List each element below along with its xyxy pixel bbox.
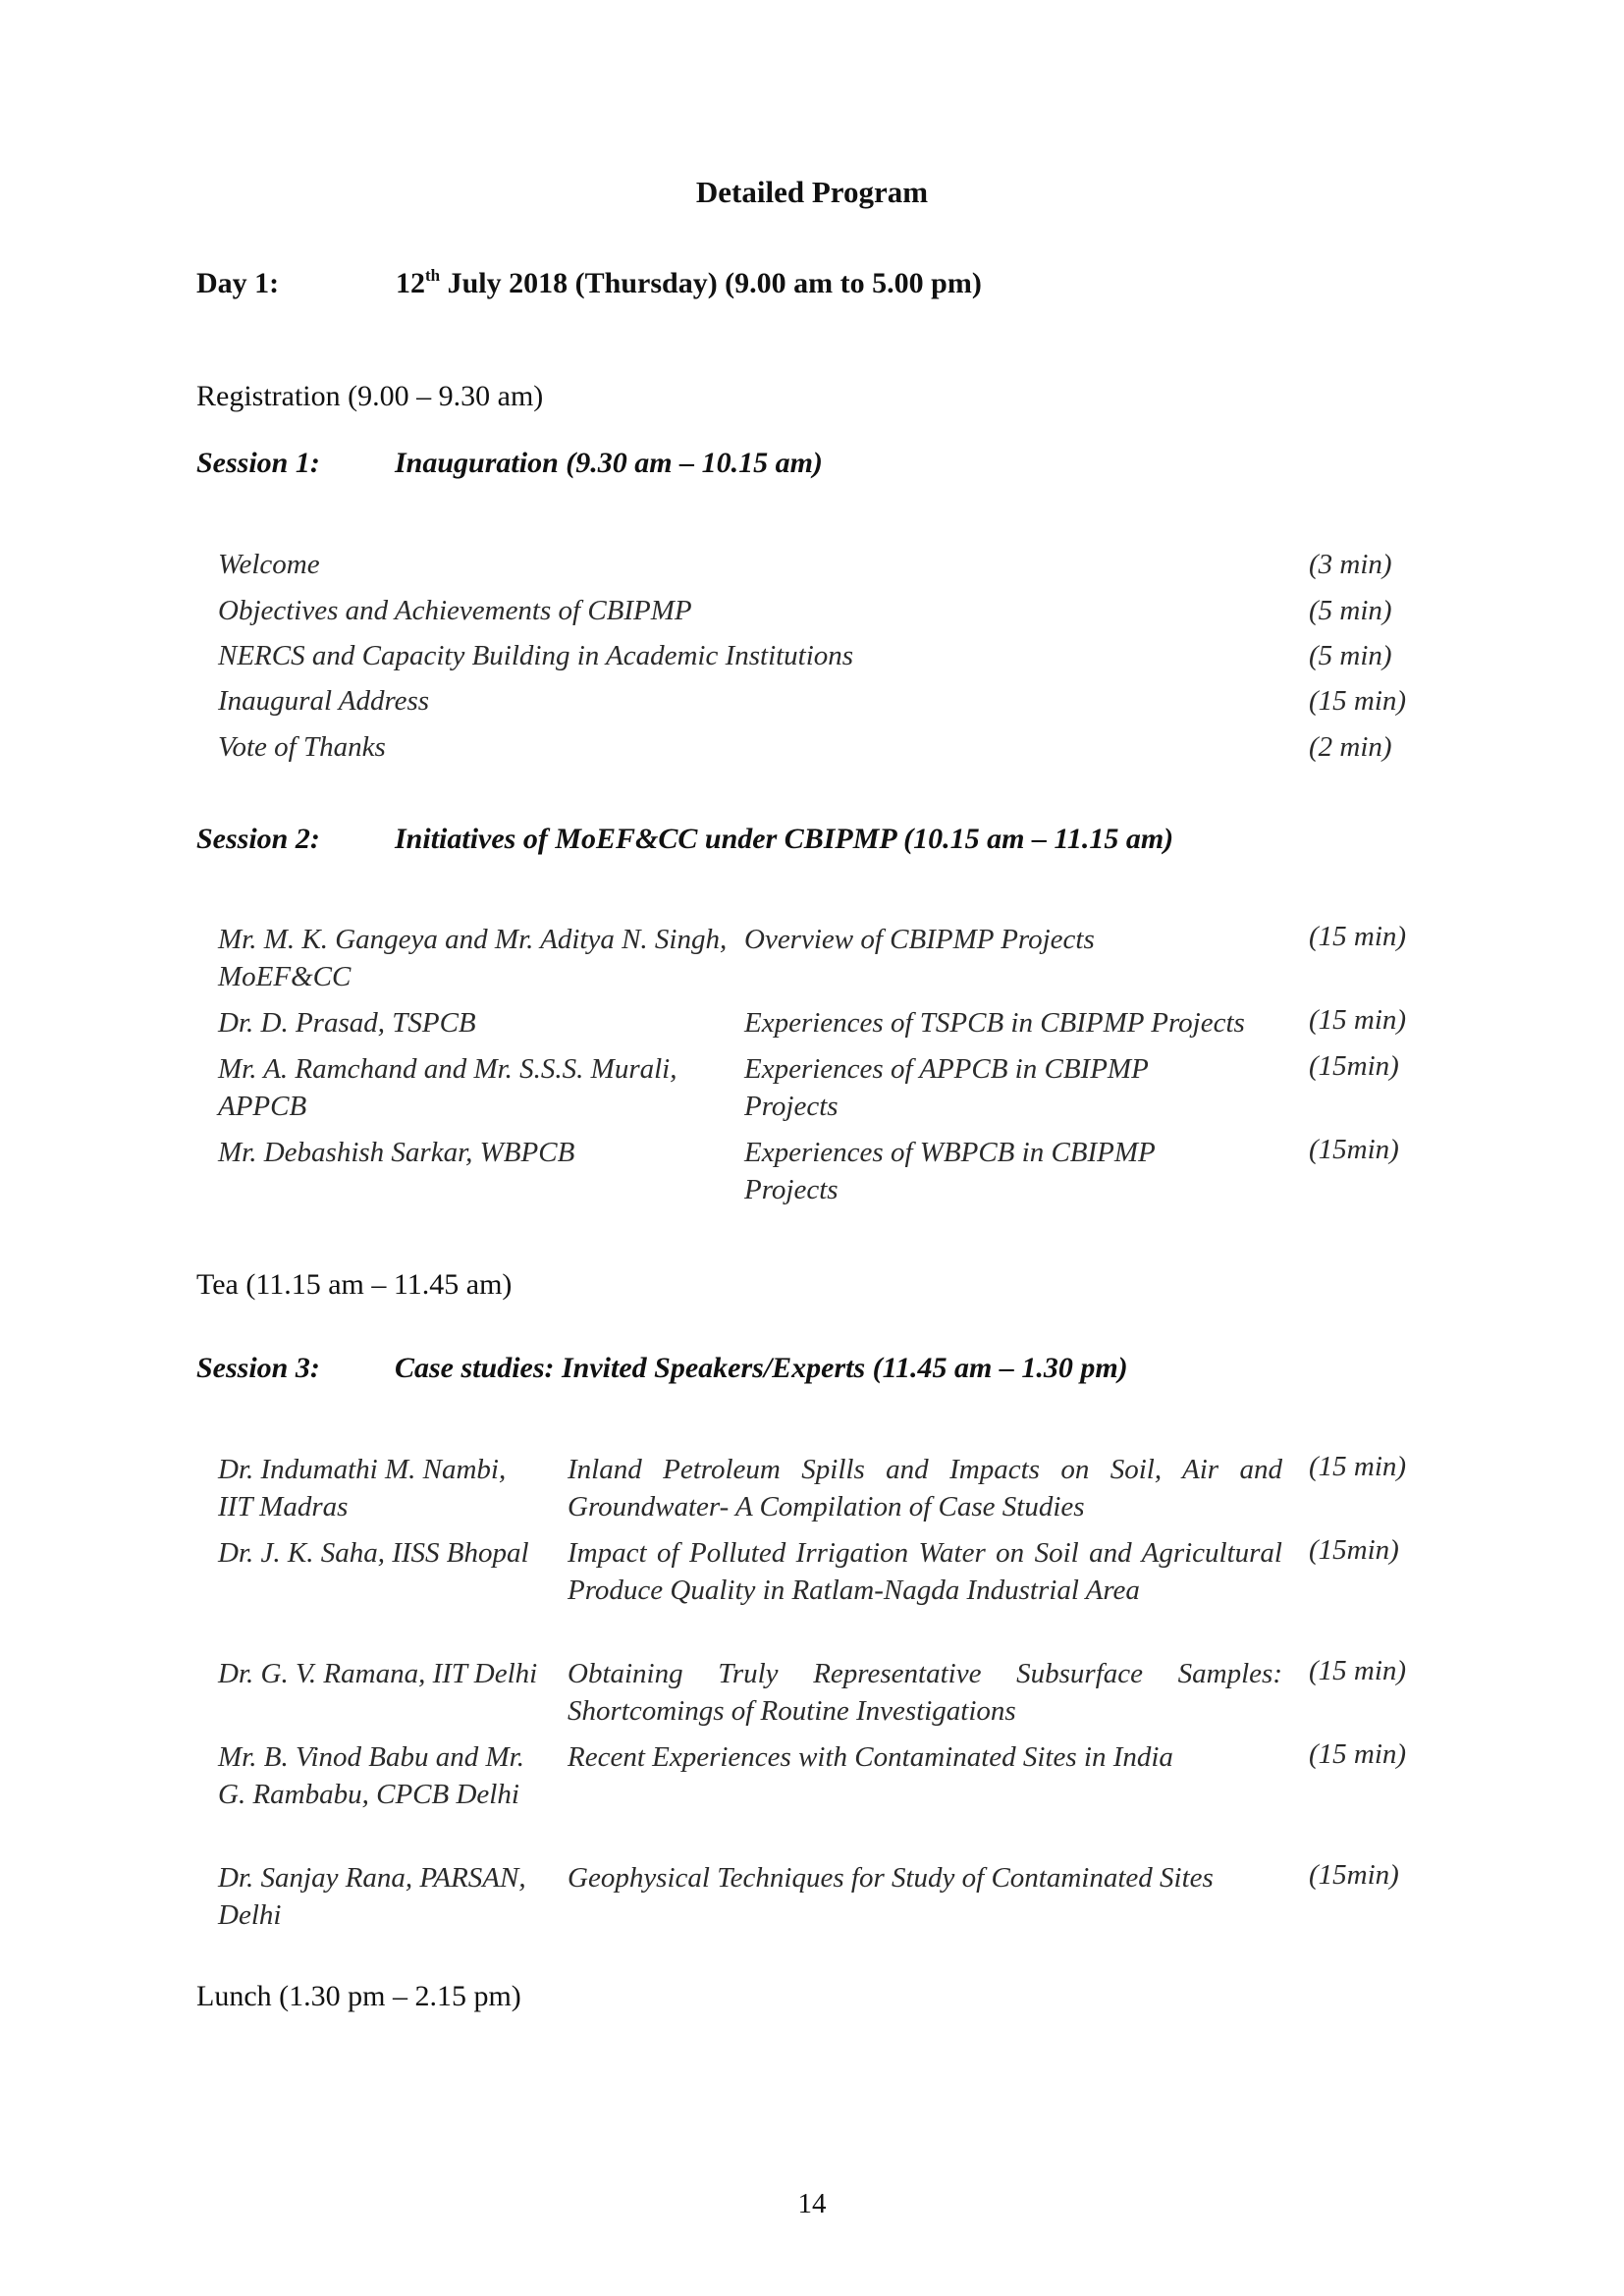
session1-item-welcome: Welcome: [218, 549, 320, 580]
session3-label: Session 3:: [196, 1352, 320, 1384]
session2-duration: (15min): [1309, 1050, 1399, 1082]
session1-item-duration: (5 min): [1309, 640, 1392, 671]
session1-item-nercs: NERCS and Capacity Building in Academic Institutions: [218, 640, 854, 671]
session1-item-objectives: Objectives and Achievements of CBIPMP: [218, 595, 692, 626]
session2-duration: (15 min): [1309, 921, 1407, 952]
session1-item-vote-of-thanks: Vote of Thanks: [218, 731, 386, 763]
session1-item-duration: (5 min): [1309, 595, 1392, 626]
session3-duration: (15 min): [1309, 1738, 1407, 1770]
session1-label: Session 1:: [196, 447, 320, 479]
page-number: 14: [797, 2188, 827, 2219]
session3-duration: (15min): [1309, 1534, 1399, 1566]
session2-title: Initiatives of MoEF&CC under CBIPMP (10.15 am – 11.15 am): [395, 823, 1174, 855]
session2-speaker: Mr. M. K. Gangeya and Mr. Aditya N. Singh, MoEF&CC: [218, 924, 728, 992]
session2-label: Session 2:: [196, 823, 320, 855]
day-label: Day 1:: [196, 267, 280, 299]
session1-item-duration: (3 min): [1309, 549, 1392, 580]
tea-break: Tea (11.15 am – 11.45 am): [196, 1268, 513, 1301]
session1-item-duration: (2 min): [1309, 731, 1392, 763]
session1-item-duration: (15 min): [1309, 685, 1407, 717]
day-date-number: 12: [396, 267, 425, 299]
lunch-break: Lunch (1.30 pm – 2.15 pm): [196, 1980, 521, 2012]
session3-speaker: Mr. B. Vinod Babu and Mr. G. Rambabu, CPCB Delhi: [218, 1741, 525, 1810]
session2-topic: Experiences of WBPCB in CBIPMP Projects: [744, 1137, 1156, 1205]
session3-duration: (15 min): [1309, 1655, 1407, 1686]
session2-duration: (15 min): [1309, 1004, 1407, 1036]
session3-speaker: Dr. J. K. Saha, IISS Bhopal: [218, 1537, 529, 1569]
day-date-rest: July 2018 (Thursday) (9.00 am to 5.00 pm): [440, 267, 982, 299]
page-title: Detailed Program: [695, 175, 929, 209]
session2-duration: (15min): [1309, 1134, 1399, 1165]
session2-speaker: Dr. D. Prasad, TSPCB: [218, 1007, 476, 1039]
session2-topic: Experiences of APPCB in CBIPMP Projects: [744, 1053, 1149, 1122]
session1-title: Inauguration (9.30 am – 10.15 am): [395, 447, 823, 479]
session3-title: Case studies: Invited Speakers/Experts (11.45 am – 1.30 pm): [395, 1352, 1128, 1384]
session3-duration: (15min): [1309, 1859, 1399, 1891]
day-date-suffix: th: [425, 266, 441, 285]
session2-speaker: Mr. Debashish Sarkar, WBPCB: [218, 1137, 575, 1168]
session1-item-inaugural-address: Inaugural Address: [218, 685, 430, 717]
session3-speaker: Dr. Indumathi M. Nambi, IIT Madras: [218, 1454, 507, 1522]
session3-speaker: Dr. Sanjay Rana, PARSAN, Delhi: [218, 1862, 526, 1931]
session3-topic: Recent Experiences with Contaminated Sites in India: [568, 1741, 1173, 1773]
session3-speaker: Dr. G. V. Ramana, IIT Delhi: [218, 1658, 538, 1689]
session2-topic: Experiences of TSPCB in CBIPMP Projects: [744, 1007, 1245, 1039]
session3-duration: (15 min): [1309, 1451, 1407, 1482]
session3-topic: Inland Petroleum Spills and Impacts on Soil, Air and Groundwater- A Compilation of Case Studies: [568, 1454, 1282, 1522]
registration-line: Registration (9.00 – 9.30 am): [196, 380, 544, 412]
session3-topic: Geophysical Techniques for Study of Contaminated Sites: [568, 1862, 1214, 1894]
session2-topic: Overview of CBIPMP Projects: [744, 924, 1095, 955]
session3-topic: Impact of Polluted Irrigation Water on Soil and Agricultural Produce Quality in Ratlam-Nagda Industrial Area: [568, 1537, 1282, 1606]
session2-speaker: Mr. A. Ramchand and Mr. S.S.S. Murali, APPCB: [218, 1053, 677, 1122]
day-date: [396, 267, 982, 300]
session3-topic: Obtaining Truly Representative Subsurface Samples: Shortcomings of Routine Investigations: [568, 1658, 1282, 1727]
